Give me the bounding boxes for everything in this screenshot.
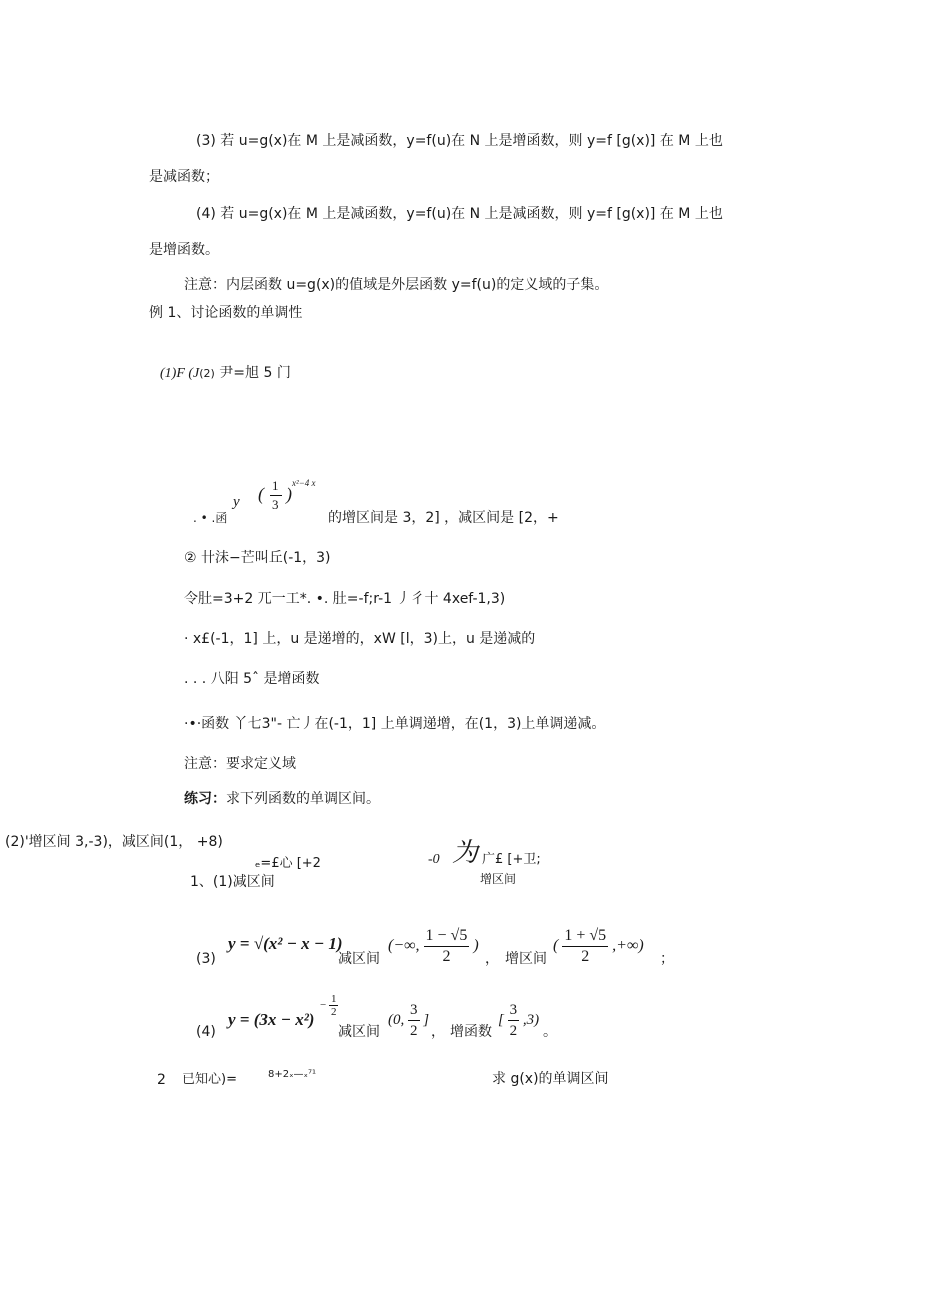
step-6-conclusion: ·•·函数 丫七3"- 亡丿在(-1，1] 上单调递增，在(1，3)上单调递减。: [184, 716, 606, 732]
paragraph-3: (3) 若 u=g(x)在 M 上是减函数，y=f(u)在 N 上是增函数，则 y=f [g(x)] 在 M 上也: [196, 133, 723, 149]
fraction-open-paren: (: [258, 484, 264, 504]
question-2-number: 2: [157, 1072, 166, 1088]
answer-fragment-c: 为: [452, 838, 479, 867]
exercise-3-decrease-label: 减区间: [338, 951, 380, 967]
step-5: . . . 八阳 5ˆ 是增函数: [184, 671, 320, 687]
practice-label: 练习：: [184, 791, 226, 807]
answer-fragment-a: ₑ=£心 [+2: [255, 856, 321, 871]
e4-interval-2-right: ,3): [522, 1011, 540, 1028]
exercise-4-increase-label: 增函数: [450, 1024, 492, 1040]
fraction-exponent: x²−4 x: [292, 478, 316, 488]
paragraph-4-continued: 是增函数。: [149, 242, 219, 258]
exercise-4-formula: y = (3x − x²): [228, 1010, 315, 1029]
exercise-4-comma: ，: [431, 1024, 445, 1040]
practice-line: [184, 790, 380, 808]
question-1-text: 尹=旭 5 门: [214, 365, 291, 381]
question-1-prefix: (1)F (J: [160, 366, 200, 381]
interval-2-right: ,+∞): [612, 937, 644, 955]
question-2-ask: 求 g(x)的单调区间: [492, 1071, 609, 1087]
step-3: 令肚=3+2 兀一工*. •. 肚=-f;r-1 丿彳十 4xef-1,3): [184, 591, 506, 607]
interval-1-den: 2: [442, 948, 451, 965]
interval-1-left: (−∞,: [388, 937, 420, 955]
exercise-4-exponent: [320, 993, 338, 1018]
exponent-den: 2: [330, 1006, 337, 1018]
exercise-3-comma: ，: [485, 951, 499, 967]
exercise-4-label: (4): [196, 1024, 216, 1040]
e4-interval-2-left: [: [498, 1011, 504, 1028]
fraction-denominator: 3: [272, 497, 279, 512]
exercise-3-increase-label: 增区间: [505, 951, 547, 967]
exercise-4-end: 。: [543, 1024, 557, 1040]
e4-interval-1-left: (0,: [388, 1011, 405, 1028]
step-4: · x£(-1，1] 上，u 是递增的，xW [l，3)上，u 是递减的: [184, 631, 536, 647]
exercise-4-interval-1: [388, 1000, 429, 1041]
interval-1-right: ): [473, 937, 479, 955]
question-1-sub: (2): [199, 367, 215, 380]
answer-2-intervals: (2)'增区间 3,-3)，减区间(1， +8): [5, 834, 223, 850]
interval-1-num: 1 − √5: [424, 926, 470, 947]
paragraph-4: (4) 若 u=g(x)在 M 上是减函数，y=f(u)在 N 上是减函数，则 y=f [g(x)] 在 M 上也: [196, 206, 723, 222]
exercise-3-interval-2: [553, 926, 644, 967]
exponent-sign: −: [320, 999, 327, 1012]
exercise-3-label: (3): [196, 951, 216, 967]
e4-interval-1-den: 2: [410, 1023, 418, 1039]
e4-interval-1-right: ]: [423, 1011, 430, 1028]
step-2: ② 卄沬−芒叫丘(-1，3): [184, 550, 331, 566]
question-2-expression: 8+2ₓ—ₓ⁷¹: [268, 1069, 316, 1080]
e4-interval-1-num: 3: [408, 1000, 420, 1021]
note-domain-subset: 注意：内层函数 u=g(x)的值域是外层函数 y=f(u)的定义域的子集。: [184, 277, 609, 293]
e4-interval-2-den: 2: [509, 1023, 518, 1039]
note-domain: 注意：要求定义域: [184, 756, 296, 772]
exercise-4-interval-2: [498, 1000, 539, 1041]
exercise-1-1: 1、(1)减区间: [190, 874, 275, 890]
increase-interval-line: 的增区间是 3，2] ，减区间是 [2，+: [328, 510, 559, 526]
fraction-bar: [270, 495, 282, 496]
exercise-3-interval-1: [388, 926, 479, 967]
exponent-num: 1: [330, 993, 337, 1005]
paragraph-3-continued: 是减函数；: [149, 169, 219, 185]
dots-prefix: . • .函: [193, 511, 228, 525]
y-variable: y: [233, 494, 240, 510]
answer-fragment-b: -0: [428, 852, 440, 867]
fraction-numerator: 1: [272, 478, 279, 493]
practice-text: 求下列函数的单调区间。: [226, 791, 380, 807]
exercise-3-formula: y = √(x² − x − 1): [228, 934, 343, 953]
answer-fragment-d: 广£ [+卫;: [482, 852, 541, 867]
interval-2-left: (: [553, 937, 559, 955]
exercise-3-end: ；: [660, 951, 674, 967]
e4-interval-2-num: 3: [508, 1000, 520, 1021]
answer-fragment-e: 增区间: [480, 872, 517, 886]
example-1-heading: 例 1、讨论函数的单调性: [149, 305, 303, 321]
interval-2-den: 2: [581, 948, 590, 965]
fraction-close-paren: ): [286, 484, 292, 504]
question-2-given: 已知心)=: [182, 1072, 237, 1087]
exercise-4-decrease-label: 减区间: [338, 1024, 380, 1040]
question-1-line: [160, 364, 291, 383]
interval-2-num: 1 + √5: [562, 926, 608, 947]
